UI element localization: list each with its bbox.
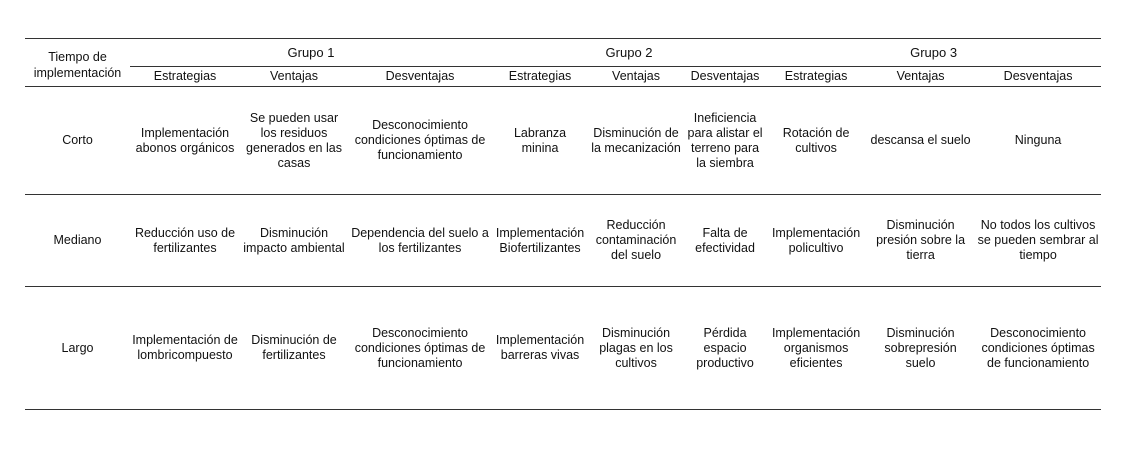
- table-cell: Disminución sobrepresión suelo: [866, 287, 975, 410]
- g1-strategies-header: Estrategias: [130, 67, 240, 87]
- g2-advantages-header: Ventajas: [588, 67, 684, 87]
- table-cell: Implementación de lombricompuesto: [130, 287, 240, 410]
- g1-disadvantages-header: Desventajas: [348, 67, 492, 87]
- time-header: Tiempo de implementación: [25, 39, 130, 87]
- table-cell: Ninguna: [975, 87, 1101, 195]
- strategies-table: [25, 38, 1101, 410]
- g3-advantages-header: Ventajas: [866, 67, 975, 87]
- table-cell: descansa el suelo: [866, 87, 975, 195]
- g2-strategies-header: Estrategias: [492, 67, 588, 87]
- group-2-header: Grupo 2: [492, 39, 766, 67]
- g3-disadvantages-header: Desventajas: [975, 67, 1101, 87]
- table-cell: Implementación abonos orgánicos: [130, 87, 240, 195]
- table-cell: Reducción contaminación del suelo: [588, 195, 684, 287]
- group-3-header: Grupo 3: [766, 39, 1101, 67]
- table-cell: Desconocimiento condiciones óptimas de funcionamiento: [348, 287, 492, 410]
- term-cell: Largo: [25, 287, 130, 410]
- table-cell: Se pueden usar los residuos generados en las casas: [240, 87, 348, 195]
- g2-disadvantages-header: Desventajas: [684, 67, 766, 87]
- table-row-largo: [25, 287, 1101, 410]
- table-cell: Implementación policultivo: [766, 195, 866, 287]
- table-cell: Ineficiencia para alistar el terreno para la siembra: [684, 87, 766, 195]
- group-1-header: Grupo 1: [130, 39, 492, 67]
- table-cell: Implementación barreras vivas: [492, 287, 588, 410]
- table-cell: Disminución de fertilizantes: [240, 287, 348, 410]
- term-cell: Corto: [25, 87, 130, 195]
- table-cell: Desconocimiento condiciones óptimas de funcionamiento: [975, 287, 1101, 410]
- table-cell: Disminución presión sobre la tierra: [866, 195, 975, 287]
- term-cell: Mediano: [25, 195, 130, 287]
- table-cell: No todos los cultivos se pueden sembrar al tiempo: [975, 195, 1101, 287]
- table-cell: Labranza minina: [492, 87, 588, 195]
- table-cell: Dependencia del suelo a los fertilizantes: [348, 195, 492, 287]
- g1-advantages-header: Ventajas: [240, 67, 348, 87]
- table-cell: Disminución impacto ambiental: [240, 195, 348, 287]
- table-cell: Disminución de la mecanización: [588, 87, 684, 195]
- table-cell: Reducción uso de fertilizantes: [130, 195, 240, 287]
- table-cell: Desconocimiento condiciones óptimas de funcionamiento: [348, 87, 492, 195]
- table-cell: Disminución plagas en los cultivos: [588, 287, 684, 410]
- table-cell: Rotación de cultivos: [766, 87, 866, 195]
- table-cell: Pérdida espacio productivo: [684, 287, 766, 410]
- table-cell: Implementación Biofertilizantes: [492, 195, 588, 287]
- table-row-corto: [25, 87, 1101, 195]
- table-row-mediano: [25, 195, 1101, 287]
- table-cell: Implementación organismos eficientes: [766, 287, 866, 410]
- table-cell: Falta de efectividad: [684, 195, 766, 287]
- g3-strategies-header: Estrategias: [766, 67, 866, 87]
